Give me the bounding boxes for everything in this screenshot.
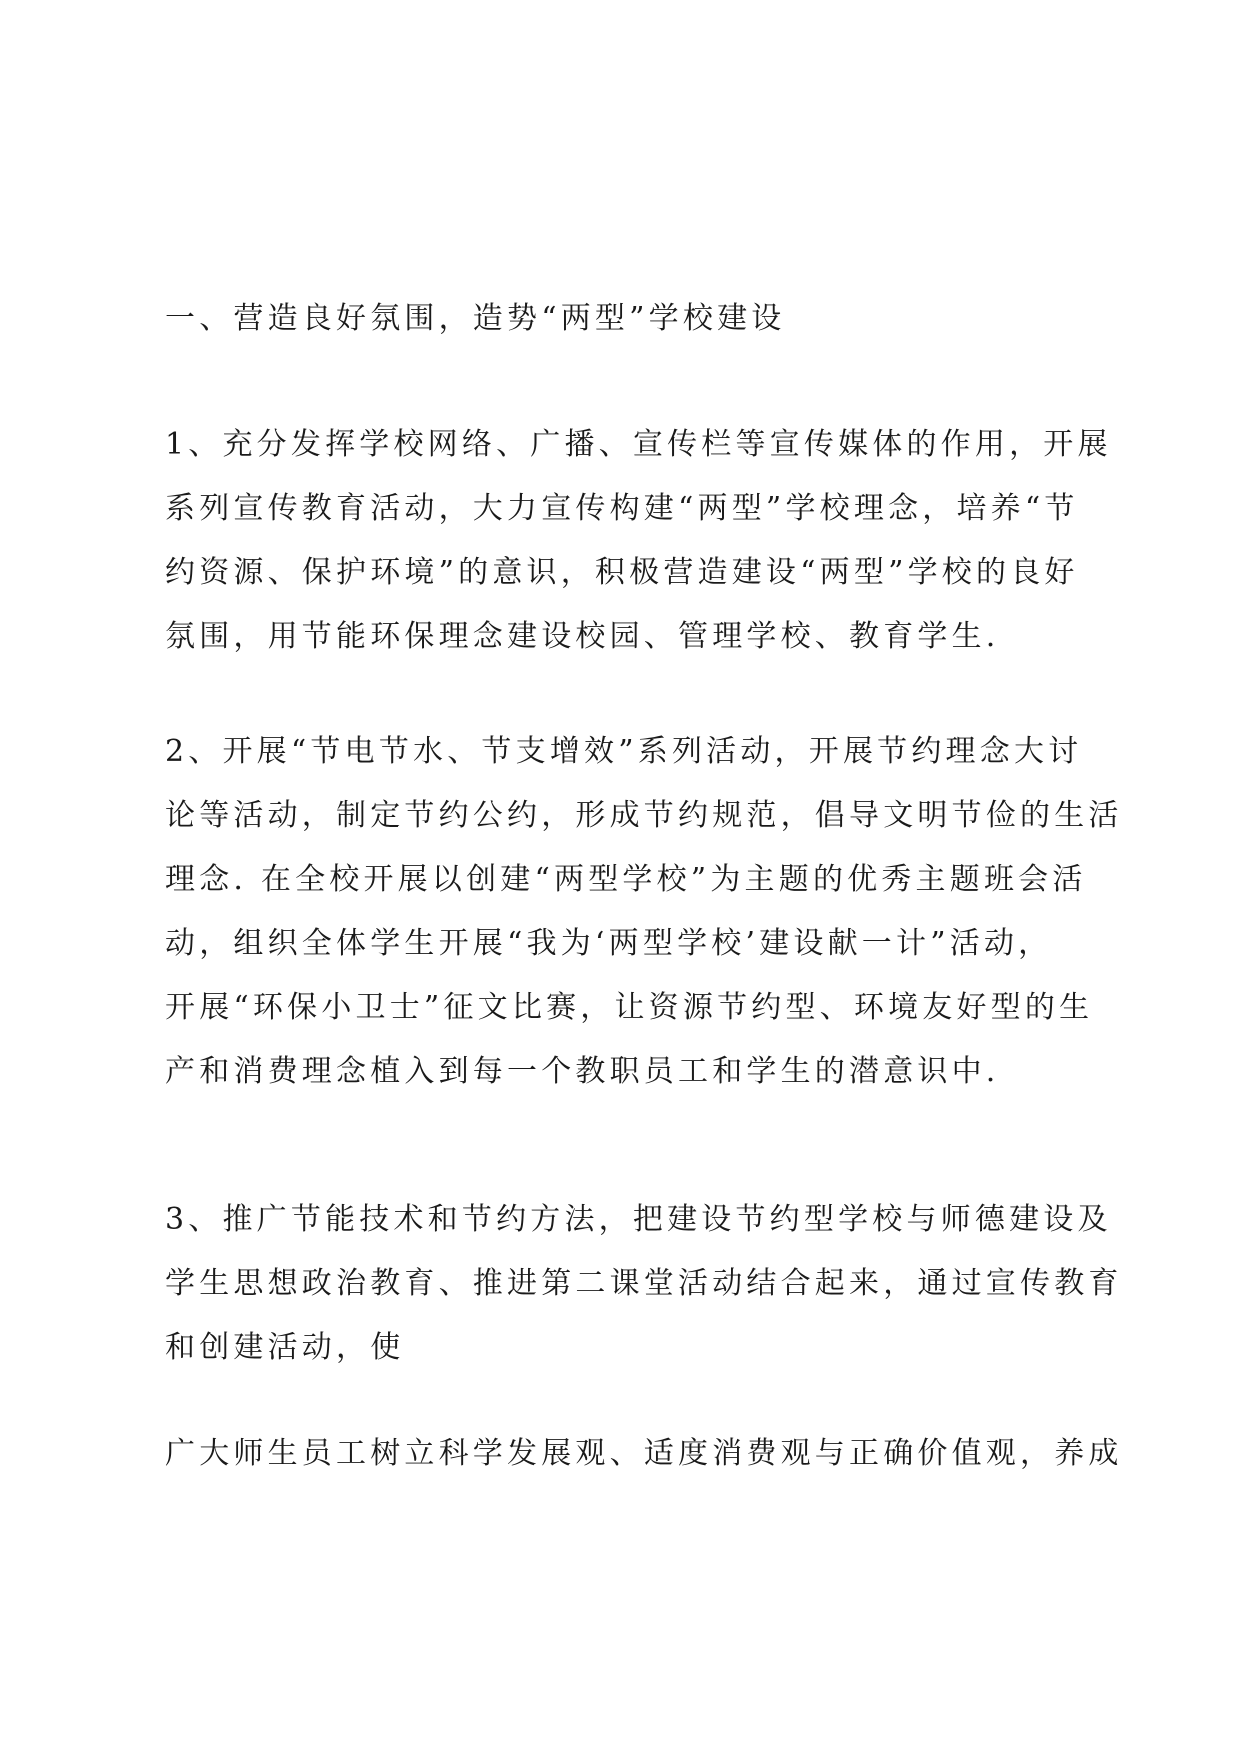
paragraph-1 (165, 413, 1112, 669)
paragraph-line: 3、推广节能技术和节约方法，把建设节约型学校与师德建设及 (165, 1202, 1112, 1237)
paragraph-line: 广大师生员工树立科学发展观、适度消费观与正确价值观，养成 (165, 1436, 1123, 1471)
paragraph-3 (165, 1188, 1123, 1380)
paragraph-line: 和创建活动，使 (165, 1330, 405, 1365)
heading-text: 一、营造良好氛围，造势“两型”学校建设 (165, 301, 786, 336)
paragraph-line: 2、开展“节电节水、节支增效”系列活动，开展节约理念大讨 (165, 734, 1083, 769)
paragraph-line: 论等活动，制定节约公约，形成节约规范，倡导文明节俭的生活 (165, 798, 1123, 833)
paragraph-line: 1、充分发挥学校网络、广播、宣传栏等宣传媒体的作用，开展 (165, 427, 1112, 462)
paragraph-line: 系列宣传教育活动，大力宣传构建“两型”学校理念，培养“节 (165, 491, 1079, 526)
paragraph-line: 动，组织全体学生开展“我为‘两型学校’建设献一计”活动， (165, 926, 1053, 961)
paragraph-line: 开展“环保小卫士”征文比赛，让资源节约型、环境友好型的生 (165, 990, 1094, 1025)
section-heading (165, 287, 1097, 351)
paragraph-line: 产和消费理念植入到每一个教职员工和学生的潜意识中. (165, 1054, 1000, 1089)
paragraph-line: 学生思想政治教育、推进第二课堂活动结合起来，通过宣传教育 (165, 1266, 1123, 1301)
paragraph-line: 约资源、保护环境”的意识，积极营造建设“两型”学校的良好 (165, 555, 1079, 590)
paragraph-line: 氛围，用节能环保理念建设校园、管理学校、教育学生. (165, 619, 1000, 654)
paragraph-4 (165, 1422, 1123, 1486)
paragraph-line: 理念. 在全校开展以创建“两型学校”为主题的优秀主题班会活 (165, 862, 1087, 897)
paragraph-2 (165, 720, 1123, 1104)
